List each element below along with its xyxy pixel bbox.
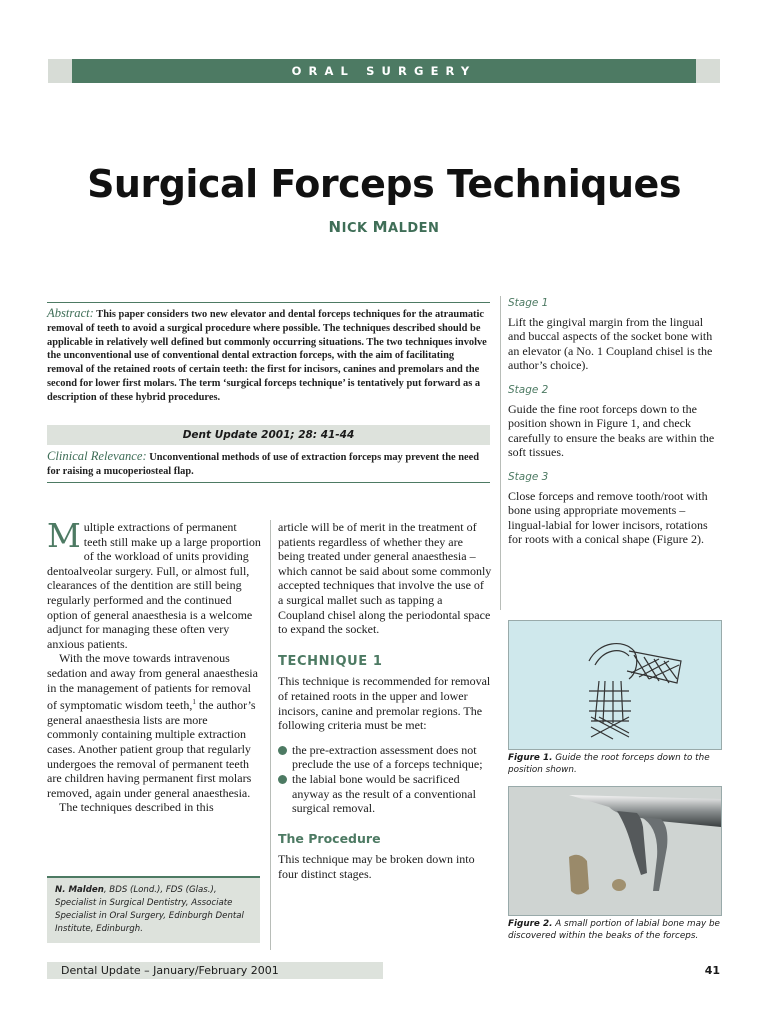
section-header: ORAL SURGERY: [72, 59, 696, 83]
col2-paragraph-2: This technique is recommended for removal of retained roots in the upper and lower incisors, canine and premolar regions. The following criteria must be met:: [278, 674, 491, 733]
criteria-bullet-2: [278, 772, 492, 816]
clinical-relevance-label: Clinical Relevance:: [47, 449, 147, 463]
figure-2-photo: [508, 786, 722, 916]
abstract-text: This paper considers two new elevator and dental forceps techniques for the atraumatic removal of teeth to avoid a surgical procedure where possible. The techniques described should be applicable in relatively well defined but commonly occurring situations. The two techniques involve the unconventional use of conventional dental extraction forceps, with the aim of facilitating removal of the retained roots of certain teeth: the first for incisors, canines and premolars and the second for lower first molars. The term ‘surgical forceps technique’ is tentatively put forward as a description of these hybrid procedures.: [47, 309, 487, 403]
author-affiliation: [55, 884, 255, 936]
stage-2-label: Stage 2: [508, 383, 549, 396]
author-first-initial: N: [328, 218, 342, 236]
column-divider-1: [270, 520, 271, 950]
criteria-bullet-2-text: the labial bone would be sacrificed anyway as the result of a conventional surgical removal.: [292, 771, 476, 816]
article-author: [0, 218, 768, 236]
figure-2-label: Figure 2.: [508, 919, 553, 929]
col2-paragraph-1: article will be of merit in the treatment of patients regardless of whether they are being treated under general anaesthesia – which cannot be said about some commonly accepted techniques that involve the use of a surgical mallet such as tapping a Coupland chisel along the periodontal space to expand the socket.: [278, 520, 492, 637]
col2-paragraph-3: This technique may be broken down into four distinct stages.: [278, 852, 475, 881]
spacer: [278, 733, 492, 743]
body-column-2: [278, 520, 492, 881]
clinical-relevance-text: Unconventional methods of use of extraction forceps may prevent the need for raising a mucoperiosteal flap.: [47, 452, 480, 477]
drop-cap: M: [47, 516, 81, 555]
col1-paragraph-2-text-b: the author’s general anaesthesia lists are more commonly containing multiple extraction cases. Another patient group that regularly undergoes the removal of permanent teeth are children having permanent first molars removed, again under general anaesthesia.: [47, 698, 256, 800]
abstract-top-rule: [47, 302, 490, 303]
footer-journal: Dental Update – January/February 2001: [47, 962, 383, 979]
author-box-name: N. Malden: [55, 885, 104, 895]
footnote-ref: 1: [192, 698, 196, 707]
abstract-bottom-rule: [47, 482, 490, 483]
stage-2-text: Guide the fine root forceps down to the position shown in Figure 1, and check carefully to ensure the beaks are within the soft tissues.: [508, 401, 715, 460]
stage-3-label: Stage 3: [508, 470, 549, 483]
stage-3-text: Close forceps and remove tooth/root with bone using appropriate movements – lingual-labial for lower incisors, rotations for roots with a conical shape (Figure 2).: [508, 488, 708, 547]
author-box-credentials: , BDS (Lond.), FDS (Glas.), Specialist in Surgical Dentistry, Associate Specialist in Oral Surgery, Edinburgh Dental Institute, Edinburgh.: [55, 885, 244, 934]
col1-paragraph-2-text-a: With the move towards intravenous sedation and away from general anaesthesia in the management of patients for removal of symptomatic wisdom teeth,: [47, 651, 258, 713]
col1-paragraph-2: [47, 651, 261, 800]
abstract: [47, 307, 491, 405]
page-number: 41: [704, 964, 720, 977]
figure-1-caption: [508, 752, 722, 776]
column-divider-2: [500, 296, 501, 610]
figure-1-forceps-diagram: [508, 620, 722, 750]
body-column-3: [508, 296, 722, 557]
bullet-dot-icon: [278, 746, 287, 755]
forceps-sketch-icon: [509, 621, 721, 749]
header-band-left-block: [48, 59, 72, 83]
stage-1-text: Lift the gingival margin from the lingual and buccal aspects of the socket bone with an elevator (a No. 1 Coupland chisel is the author’s choice).: [508, 314, 713, 373]
figure-1-caption-text: Guide the root forceps down to the position shown.: [508, 753, 710, 775]
stage-1-label: Stage 1: [508, 297, 549, 309]
procedure-heading: The Procedure: [278, 830, 381, 846]
forceps-photo-icon: [509, 787, 721, 915]
article-title: Surgical Forceps Techniques: [87, 162, 681, 206]
abstract-label: Abstract:: [47, 306, 94, 320]
col1-paragraph-1-text: ultiple extractions of permanent teeth still make up a large proportion of the workload of units providing dentoalveolar surgery. Full, or almost full, clearances of the dentition are still being regularly performed and the continued option of general anaesthesia is a welcome adjunct for managing these often very anxious patients.: [47, 520, 261, 651]
criteria-bullet-1-text: the pre-extraction assessment does not preclude the use of a forceps technique;: [292, 742, 483, 772]
author-first-rest: ICK: [341, 221, 368, 236]
clinical-relevance: [47, 450, 491, 479]
bullet-dot-icon: [278, 775, 287, 784]
author-last-initial: M: [372, 218, 389, 236]
body-column-1: [47, 516, 261, 815]
figure-2-caption: [508, 918, 722, 942]
header-band-right-block: [696, 59, 720, 83]
technique-1-heading: TECHNIQUE 1: [278, 653, 383, 669]
criteria-bullet-1: [278, 743, 492, 772]
author-last-rest: ALDEN: [388, 221, 440, 236]
col1-paragraph-1: [47, 516, 261, 651]
figure-1-label: Figure 1.: [508, 753, 553, 763]
citation-bar: Dent Update 2001; 28: 41-44: [47, 425, 490, 445]
col1-paragraph-3: The techniques described in this: [59, 800, 214, 815]
figure-2-caption-text: A small portion of labial bone may be discovered within the beaks of the forceps.: [508, 919, 720, 941]
